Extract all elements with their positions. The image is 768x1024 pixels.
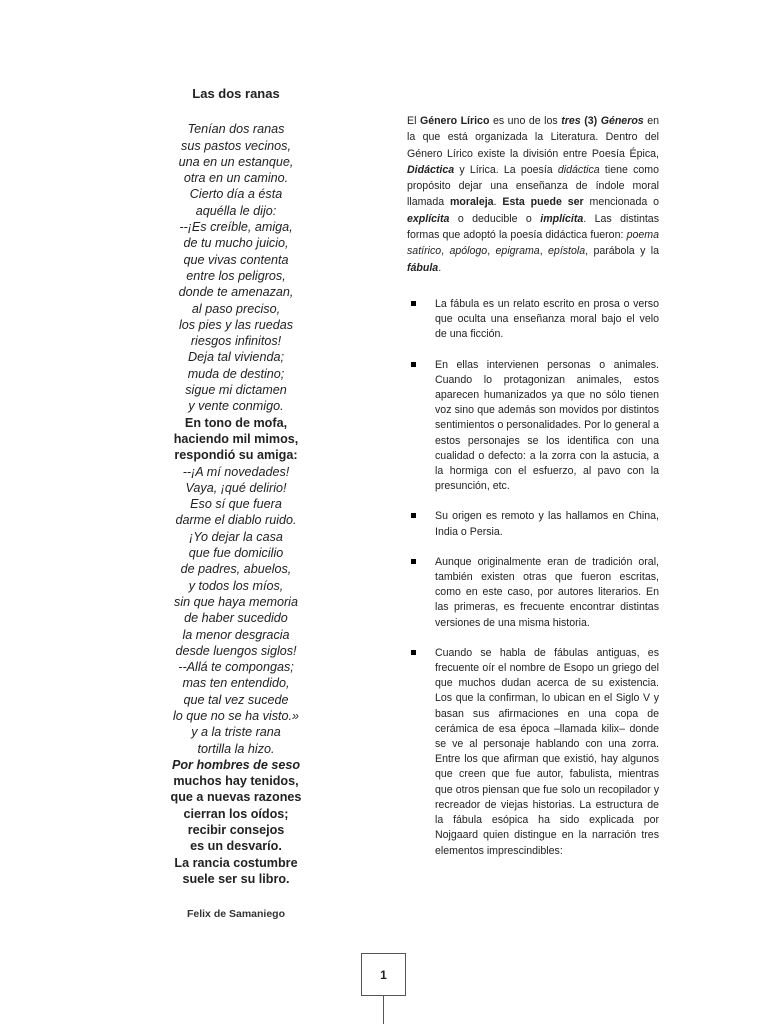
poem-line: que tal vez sucede xyxy=(183,692,289,707)
intro-text: . Las distintas formas que adoptó la poesía didáctica fueron: xyxy=(407,212,659,242)
poem-line: de tu mucho juicio, xyxy=(183,236,289,251)
intro-bold-italic: fábula xyxy=(407,261,439,274)
poem-line: --¡A mí novedades! xyxy=(182,464,290,479)
poem-line: sus pastos vecinos, xyxy=(181,138,291,153)
poem-line: tortilla la hizo. xyxy=(197,741,275,756)
poem-line: respondió su amiga: xyxy=(174,448,298,463)
poem-line: y todos los míos, xyxy=(188,578,284,593)
poem-line: riesgos infinitos! xyxy=(190,334,282,349)
poem-line: lo que no se ha visto.» xyxy=(172,708,300,723)
poem-line: al paso preciso, xyxy=(191,301,281,316)
poem-line: Cierto día a ésta xyxy=(189,187,283,202)
intro-bold: moraleja xyxy=(449,196,494,209)
intro-italic: apólogo xyxy=(449,245,488,258)
poem-line: mas ten entendido, xyxy=(182,676,290,691)
poem-line: y a la triste rana xyxy=(191,725,281,740)
poem-line: de padres, abuelos, xyxy=(180,562,292,577)
square-bullet-icon xyxy=(411,362,416,367)
list-item-text: En ellas intervienen personas o animales. Cuando lo protagonizan animales, estos aparecen humanizados ya que no sólo tienen voz sino que además son movidos por distintos sentimientos o personalidades. Por lo general a estos personajes se los identifica con una cualidad o defecto: a la zorra con la astucia, a la hormiga con el esfuerzo, al pavo con la presunción, etc. xyxy=(435,358,659,493)
list-item xyxy=(407,646,659,859)
list-item xyxy=(407,297,659,343)
poem-line: Por hombres de seso xyxy=(171,757,301,772)
poem-line: que a nuevas razones xyxy=(170,790,302,805)
poem-line: La rancia costumbre xyxy=(174,855,298,870)
page-number: 1 xyxy=(380,967,387,982)
intro-italic: epigrama xyxy=(495,245,540,258)
poem-line: sigue mi dictamen xyxy=(185,383,287,398)
poem-line: sin que haya memoria xyxy=(174,594,298,609)
intro-bold: Género Lírico xyxy=(419,115,490,127)
poem xyxy=(150,86,322,923)
poem-line: desde luengos siglos! xyxy=(175,643,297,658)
list-item-text: Cuando se habla de fábulas antiguas, es frecuente oír el nombre de Esopo un griego del que muchos dudan acerca de su existencia. Los que la confirman, lo ubican en el Siglo V y basan sus afirmaciones en una copa de cerámica de esa época –llamada kilix– donde se ve al personaje hablando con una zorra. Entre los que afirman que existió, hay algunos que creen que fue autor, fabulista, mientras que otros piensan que fue solo un recopilador y recreador de viejas historias. La estructura de la fábula xyxy=(435,646,659,827)
poem-line: la menor desgracia xyxy=(182,627,290,642)
poem-line: una en un estanque, xyxy=(178,154,294,169)
poem-line: Vaya, ¡qué delirio! xyxy=(185,480,287,495)
intro-bold-italic: Géneros xyxy=(600,115,644,127)
poem-line: --Allá te compongas; xyxy=(178,660,294,675)
list-item xyxy=(407,509,659,539)
poem-line: entre los peligros, xyxy=(186,268,286,283)
poem-line: En tono de mofa, xyxy=(184,415,288,430)
poem-body xyxy=(150,121,322,887)
intro-text: y Lírica. La poesía xyxy=(454,163,558,176)
intro-text: o deducible o xyxy=(449,212,541,225)
intro-text: tiene como propósito dejar una enseñanza de índole moral llamada xyxy=(407,163,659,209)
poem-line: es un desvarío. xyxy=(190,839,282,854)
square-bullet-icon xyxy=(411,513,416,518)
intro-text: . xyxy=(493,196,503,209)
poem-line: otra en un camino. xyxy=(183,171,289,186)
poem-line: donde te amenazan, xyxy=(178,285,294,300)
poem-title: Las dos ranas xyxy=(192,86,280,101)
intro-bold-italic: explícita xyxy=(407,212,450,225)
poem-line: Tenían dos ranas xyxy=(187,122,285,137)
underlined-term: esópica xyxy=(491,814,529,827)
page-number-stem xyxy=(383,996,384,1024)
poem-line: que vivas contenta xyxy=(183,252,289,267)
poem-line: los pies y las ruedas xyxy=(178,317,294,332)
page-number-box xyxy=(361,953,406,996)
square-bullet-icon xyxy=(411,650,416,655)
poem-author: Felix de Samaniego xyxy=(186,908,286,921)
intro-text: en la que está organizada la Literatura. Dentro del Género Lírico existe la división entre Poesía Épica, xyxy=(407,115,659,160)
intro-italic: poema satírico xyxy=(407,229,659,258)
poem-line: muda de destino; xyxy=(187,366,285,381)
intro-text: , parábola y la xyxy=(585,245,659,258)
intro-paragraph xyxy=(407,113,659,276)
intro-text: . xyxy=(438,261,442,274)
poem-line: Deja tal vivienda; xyxy=(188,350,284,365)
poem-line: darme el diablo ruido. xyxy=(175,513,297,528)
poem-line: haciendo mil mimos, xyxy=(173,431,299,446)
intro-bold-italic: tres xyxy=(561,115,581,127)
intro-bold-italic: Didáctica xyxy=(407,163,455,176)
intro-text: , xyxy=(441,245,450,258)
intro-text: , xyxy=(539,245,549,258)
intro-text: mencionada o xyxy=(583,196,660,209)
poem-line: aquélla le dijo: xyxy=(195,203,277,218)
list-item-text: Su origen es remoto y las hallamos en China, India o Persia. xyxy=(435,510,659,538)
poem-line: --¡Es creíble, amiga, xyxy=(179,220,293,235)
poem-line: y vente conmigo. xyxy=(188,399,284,414)
intro-bold: Esta puede ser xyxy=(502,196,584,209)
poem-line: de haber sucedido xyxy=(184,611,288,626)
poem-line: cierran los oídos; xyxy=(183,806,289,821)
square-bullet-icon xyxy=(411,559,416,564)
poem-line: ¡Yo dejar la casa xyxy=(189,529,283,544)
list-item xyxy=(407,555,659,631)
intro-text: es uno de los xyxy=(489,115,562,127)
list-item-text: La fábula es un relato escrito en prosa o verso que oculta una enseñanza moral bajo el velo de una ficción. xyxy=(435,298,659,341)
intro-text: , xyxy=(487,245,496,258)
poem-line: muchos hay tenidos, xyxy=(173,774,299,789)
intro-italic: epístola xyxy=(548,245,586,258)
list-item-text: ha sido explicada por Nojgaard quien distingue en la narración tres elementos imprescindibles: xyxy=(435,814,660,857)
intro-bold: (3) xyxy=(580,115,601,127)
poem-line: que fue domicilio xyxy=(188,546,284,561)
poem-line: Eso sí que fuera xyxy=(190,497,282,512)
list-item xyxy=(407,358,659,495)
list-item-text: Aunque originalmente eran de tradición oral, también existen otras que fueron escritas, como en este caso, por autores literarios. En las primeras, es frecuente encontrar distintas versiones de una misma historia. xyxy=(435,555,659,629)
fable-bullet-list xyxy=(407,297,659,874)
intro-text: El xyxy=(407,115,420,127)
poem-line: recibir consejos xyxy=(187,823,285,838)
poem-line: suele ser su libro. xyxy=(182,871,290,886)
square-bullet-icon xyxy=(411,301,416,306)
intro-italic: didáctica xyxy=(557,163,600,176)
intro-bold-italic: implícita xyxy=(540,212,584,225)
